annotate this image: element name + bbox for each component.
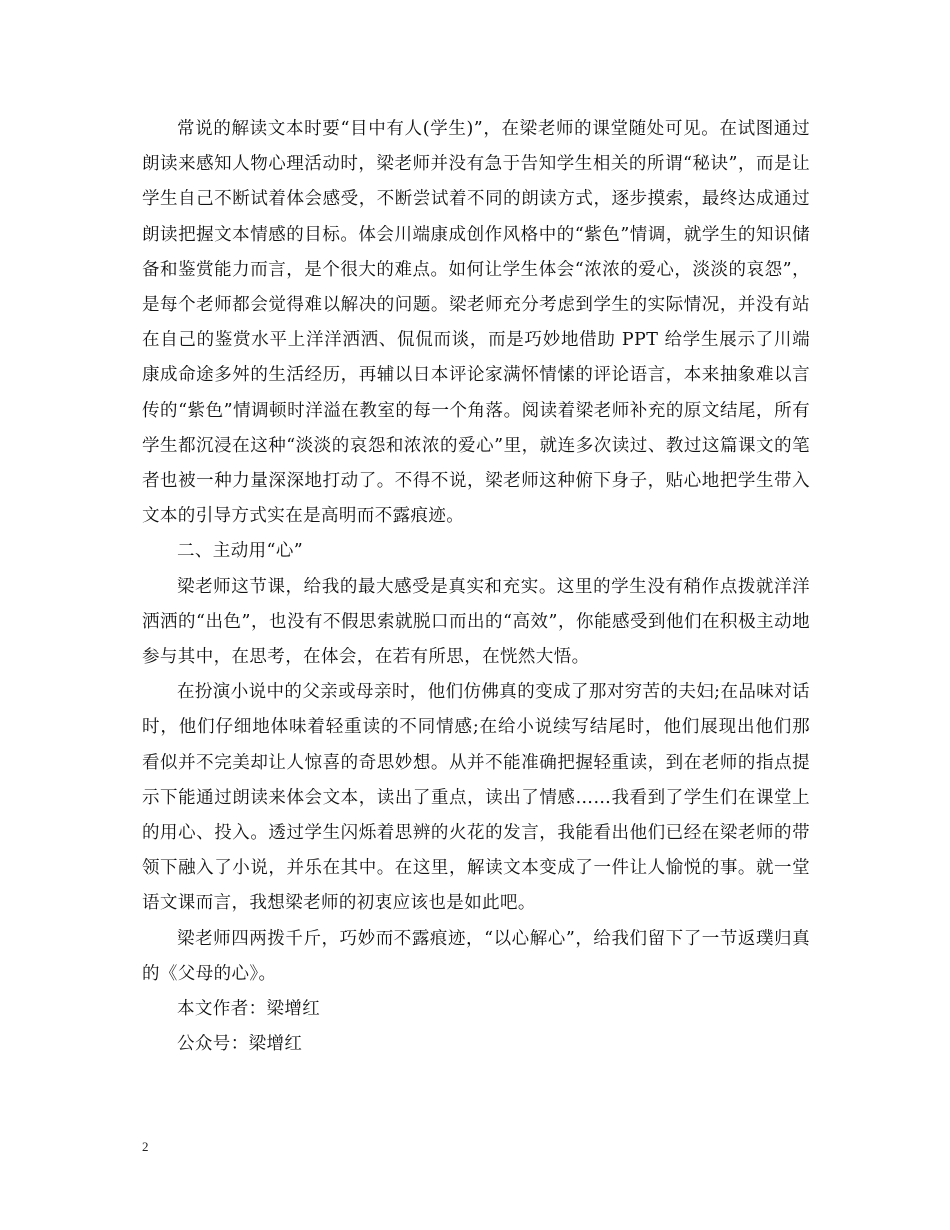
paragraph-real-experience: 梁老师这节课，给我的最大感受是真实和充实。这里的学生没有稍作点拨就洋洋洒洒的“出色”，也没有不假思索就脱口而出的“高效”，你能感受到他们在积极主动地参与其中，在思考，在体会，在若有所思，在恍然大悟。 — [142, 576, 810, 668]
document-body — [142, 112, 810, 1062]
author-line: 本文作者：梁增红 — [177, 999, 321, 1020]
public-account-line: 公众号：梁增红 — [177, 1034, 303, 1055]
paragraph-role-play: 在扮演小说中的父亲或母亲时，他们仿佛真的变成了那对穷苦的夫妇;在品味对话时，他们仔细地体味着轻重读的不同情感;在给小说续写结尾时，他们展现出他们那看似并不完美却让人惊喜的奇思妙想。从并不能准确把握轻重读，到在老师的指点提示下能通过朗读来体会文本，读出了重点，读出了情感……我看到了学生们在课堂上的用心、投入。透过学生闪烁着思辨的火花的发言，我能看出他们已经在梁老师的带领下融入了小说，并乐在其中。在这里，解读文本变成了一件让人愉悦的事。就一堂语文课而言，我想梁老师的初衷应该也是如此吧。 — [142, 682, 810, 914]
page-number: 2 — [142, 1139, 149, 1154]
paragraph-reading-analysis: 常说的解读文本时要“目中有人(学生)”，在梁老师的课堂随处可见。在试图通过朗读来感知人物心理活动时，梁老师并没有急于告知学生相关的所谓“秘诀”，而是让学生自己不断试着体会感受，不断尝试着不同的朗读方式，逐步摸索，最终达成通过朗读把握文本情感的目标。体会川端康成创作风格中的“紫色”情调，就学生的知识储备和鉴赏能力而言，是个很大的难点。如何让学生体会“浓浓的爱心，淡淡的哀怨”，是每个老师都会觉得难以解决的问题。梁老师充分考虑到学生的实际情况，并没有站在自己的鉴赏水平上洋洋洒洒、侃侃而谈，而是巧妙地借助 PPT 给学生展示了川端康成命途多舛的生活经历，再辅以日本评论家满怀情愫的评论语言，本来抽象难以言传的“紫色”情调顿时洋溢在教室的每一个角落。阅读着梁老师补充的原文结尾，所有学生都沉浸在这种“淡淡的哀怨和浓浓的爱心”里，就连多次读过、教过这篇课文的笔者也被一种力量深深地打动了。不得不说，梁老师这种俯下身子，贴心地把学生带入文本的引导方式实在是高明而不露痕迹。 — [142, 119, 810, 527]
section-heading: 二、主动用“心” — [177, 541, 304, 562]
paragraph-conclusion: 梁老师四两拨千斤，巧妙而不露痕迹，“以心解心”，给我们留下了一节返璞归真的《父母的心》。 — [142, 928, 810, 984]
